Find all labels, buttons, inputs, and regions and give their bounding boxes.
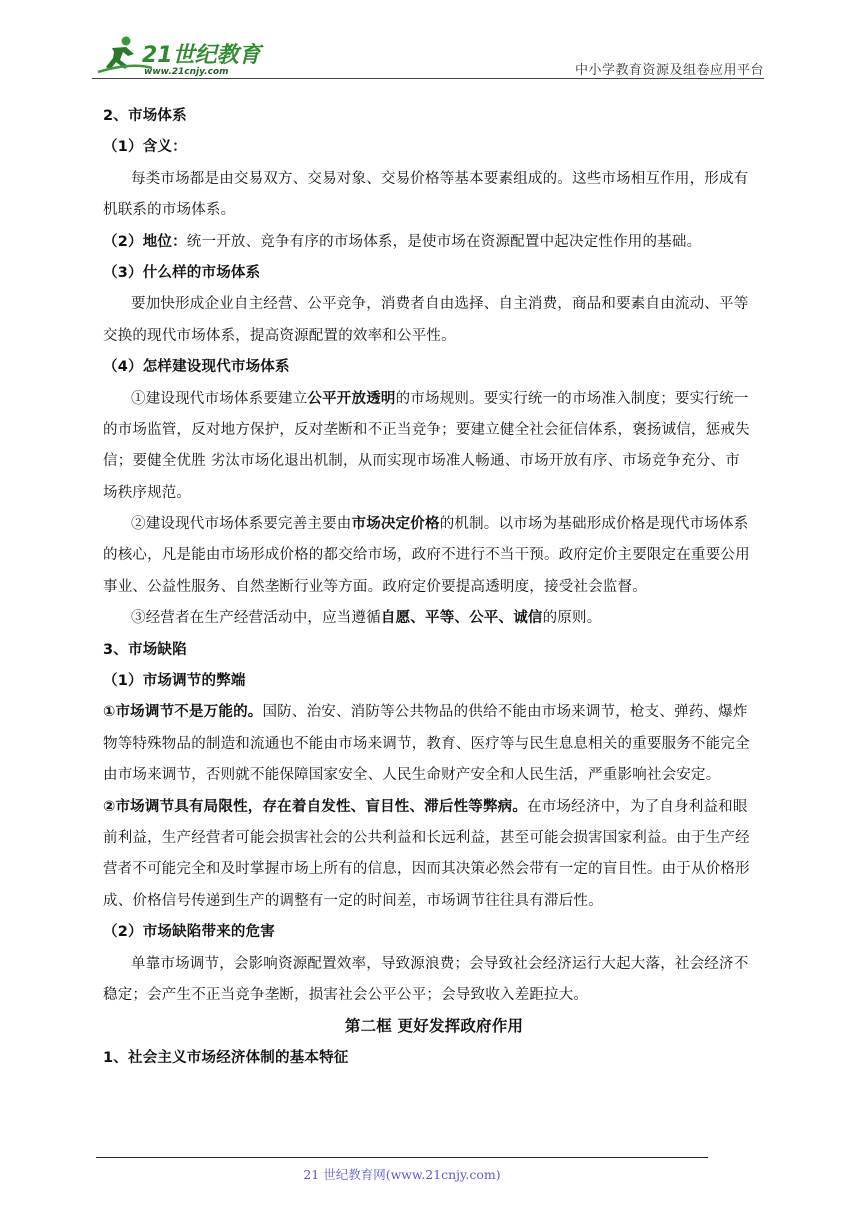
text-line <box>103 949 765 980</box>
bold-text: （2）地位： <box>103 233 187 250</box>
body-text: ③经营者在生产经营活动中，应当遵循 <box>131 610 381 627</box>
body-text: 统一开放、竞争有序的市场体系，是使市场在资源配置中起决定性作用的基础。 <box>186 233 702 250</box>
bold-text: （1）含义： <box>103 139 187 156</box>
text-line <box>103 917 765 948</box>
text-line <box>103 697 765 728</box>
footer-divider <box>96 1157 708 1158</box>
document-body <box>103 101 765 1074</box>
text-line <box>103 384 765 415</box>
body-text: 物等特殊物品的制造和流通也不能由市场来调节，教育、医疗等与民生息息相关的重要服务不能完全 <box>103 735 750 752</box>
body-text: 信；要健全优胜 劣汰市场化退出机制，从而实现市场准人畅通、市场开放有序、市场竞争充分、市 <box>103 453 740 470</box>
header-divider <box>92 78 764 79</box>
text-line <box>103 666 765 697</box>
page-footer: 21 世纪教育网(www.21cnjy.com) <box>303 1167 501 1182</box>
text-line <box>103 572 765 603</box>
text-line <box>103 760 765 791</box>
text-line <box>103 854 765 885</box>
text-line <box>103 195 765 226</box>
body-text: ②建设现代市场体系要完善主要由 <box>131 516 352 533</box>
body-text: 前利益，生产经营者可能会损害社会的公共利益和长远利益，甚至可能会损害国家利益。由于生产经 <box>103 829 750 846</box>
bold-text: 自愿、平等、公平、诚信 <box>380 610 543 627</box>
bold-text: （1）市场调节的弊端 <box>103 673 246 690</box>
body-text: 在市场经济中，为了自身利益和眼 <box>527 798 748 815</box>
bold-text: ①市场调节不是万能的。 <box>103 704 263 721</box>
bold-text: 市场决定价格 <box>351 516 440 533</box>
text-line <box>103 980 765 1011</box>
text-line <box>103 792 765 823</box>
text-line <box>103 352 765 383</box>
text-line <box>103 446 765 477</box>
text-line <box>103 823 765 854</box>
body-text: 机联系的市场体系。 <box>103 202 236 219</box>
text-line <box>103 729 765 760</box>
body-text: 由市场来调节，否则就不能保障国家安全、人民生命财产安全和人民生活，严重影响社会安定。 <box>103 767 721 784</box>
body-text: 的原则。 <box>542 610 602 627</box>
text-line <box>103 132 765 163</box>
text-line <box>103 1043 765 1074</box>
text-line <box>103 289 765 320</box>
section-title <box>103 1011 765 1042</box>
body-text: 的市场规则。要实行统一的市场准入制度；要实行统一 <box>395 390 749 407</box>
body-text: ①建设现代市场体系要建立 <box>131 390 308 407</box>
text-line <box>103 258 765 289</box>
body-text: 单靠市场调节，会影响资源配置效率，导致源浪费；会导致社会经济运行大起大落，社会经济不 <box>131 955 749 972</box>
page-header <box>92 32 764 80</box>
body-text: 营者不可能完全和及时掌握市场上所有的信息，因而其决策必然会带有一定的盲目性。由于从价格形 <box>103 861 750 878</box>
bold-text: 公平开放透明 <box>307 390 396 407</box>
bold-text: （3）什么样的市场体系 <box>103 264 261 281</box>
body-text: 交换的现代市场体系，提高资源配置的效率和公平性。 <box>103 327 456 344</box>
text-line <box>103 509 765 540</box>
platform-name: 中小学教育资源及组卷应用平台 <box>574 63 764 78</box>
bold-text: 2、市场体系 <box>103 108 187 124</box>
bold-text: ②市场调节具有局限性，存在着自发性、盲目性、滞后性等弊病。 <box>103 798 528 815</box>
text-line <box>103 886 765 917</box>
running-person-logo-icon <box>92 32 272 78</box>
text-line <box>103 321 765 352</box>
body-text: 第二框 更好发挥政府作用 <box>344 1017 524 1036</box>
body-text: 要加快形成企业自主经营、公平竞争，消费者自由选择、自主消费，商品和要素自由流动、平等 <box>131 296 749 313</box>
text-line <box>103 164 765 195</box>
body-text: 的核心，凡是能由市场形成价格的都交给市场，政府不进行不当干预。政府定价主要限定在重要公用 <box>103 547 750 564</box>
body-text: 国防、治安、消防等公共物品的供给不能由市场来调节，枪支、弹药、爆炸 <box>262 704 748 721</box>
text-line <box>103 227 765 258</box>
text-line <box>103 635 765 666</box>
text-line <box>103 603 765 634</box>
logo-main-text: 21世纪教育 <box>142 43 261 68</box>
bold-text: 1、社会主义市场经济体制的基本特征 <box>103 1049 349 1066</box>
site-logo <box>92 32 272 78</box>
body-text: 场秩序规范。 <box>103 484 192 501</box>
text-line <box>103 540 765 571</box>
body-text: 的机制。以市场为基础形成价格是现代市场体系 <box>439 516 749 533</box>
bold-text: （4）怎样建设现代市场体系 <box>103 359 290 376</box>
body-text: 每类市场都是由交易双方、交易对象、交易价格等基本要素组成的。这些市场相互作用，形成有 <box>131 170 749 187</box>
bold-text: （2）市场缺陷带来的危害 <box>103 924 275 941</box>
logo-sub-text: www.21cnjy.com <box>144 67 229 77</box>
text-line <box>103 415 765 446</box>
body-text: 事业、公益性服务、自然垄断行业等方面。政府定价要提高透明度，接受社会监督。 <box>103 578 647 595</box>
body-text: 稳定；会产生不正当竞争垄断，损害社会公平公平；会导致收入差距拉大。 <box>103 986 589 1003</box>
body-text: 的市场监管，反对地方保护，反对垄断和不正当竞争；要建立健全社会征信体系，褒扬诚信，惩戒失 <box>103 421 750 438</box>
body-text: 成、价格信号传递到生产的调整有一定的时间差，市场调节往往具有滞后性。 <box>103 892 603 909</box>
bold-text: 3、市场缺陷 <box>103 641 187 658</box>
text-line <box>103 101 765 132</box>
text-line <box>103 478 765 509</box>
